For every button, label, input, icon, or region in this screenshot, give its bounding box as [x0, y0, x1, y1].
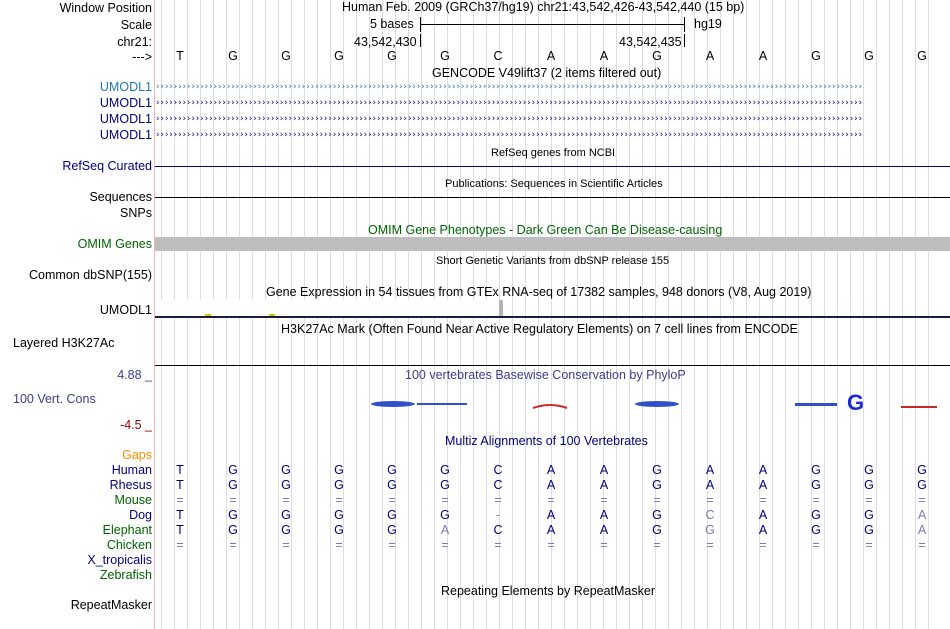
gridline — [837, 0, 838, 629]
reference-base: G — [440, 49, 450, 63]
gridline — [642, 0, 643, 629]
alignment-base: A — [546, 478, 556, 492]
alignment-base: G — [228, 463, 238, 477]
sequences-label[interactable]: Sequences — [89, 190, 152, 204]
snps-label[interactable]: SNPs — [120, 206, 152, 220]
alignment-base: A — [917, 508, 927, 522]
alignment-base: = — [282, 538, 290, 552]
alignment-base: G — [864, 508, 874, 522]
window-position-label: Window Position — [59, 1, 152, 15]
alignment-base: = — [229, 493, 237, 507]
gridline — [616, 0, 617, 629]
gencode-label-3[interactable]: UMODL1 — [99, 112, 152, 126]
omim-title: OMIM Gene Phenotypes - Dark Green Can Be Disease-causing — [368, 223, 723, 237]
reference-base: G — [281, 49, 291, 63]
alignment-base: G — [652, 523, 662, 537]
dbsnp-label[interactable]: Common dbSNP(155) — [29, 268, 152, 282]
gridline — [525, 0, 526, 629]
reference-base: C — [493, 49, 503, 63]
alignment-base: = — [918, 493, 926, 507]
gridline — [889, 0, 890, 629]
gridline — [538, 0, 539, 629]
alignment-base: - — [495, 508, 501, 522]
h3k27ac-label[interactable]: Layered H3K27Ac — [13, 336, 115, 350]
alignment-base: A — [546, 463, 556, 477]
reference-base: A — [599, 49, 609, 63]
alignment-base: A — [546, 508, 556, 522]
gridline — [850, 0, 851, 629]
alignment-base: = — [865, 538, 873, 552]
gencode-label-2[interactable]: UMODL1 — [99, 96, 152, 110]
refseq-label[interactable]: RefSeq Curated — [62, 159, 152, 173]
cons-title: 100 vertebrates Basewise Conservation by PhyloP — [405, 368, 686, 382]
alignment-base: A — [546, 523, 556, 537]
alignment-base: A — [705, 478, 715, 492]
alignment-base: = — [229, 538, 237, 552]
gridline — [577, 0, 578, 629]
scale-value: 5 bases — [370, 17, 414, 31]
alignment-base: G — [811, 508, 821, 522]
alignment-base: G — [228, 478, 238, 492]
alignment-base: G — [917, 463, 927, 477]
alignment-base: G — [864, 523, 874, 537]
alignment-base: A — [705, 463, 715, 477]
alignment-base: = — [653, 538, 661, 552]
alignment-base: = — [388, 493, 396, 507]
gtex-yellow-mark — [205, 314, 211, 316]
track-panel[interactable] — [155, 0, 950, 629]
alignment-base: C — [493, 523, 503, 537]
scale-bar — [421, 24, 685, 25]
species-label-human: Human — [111, 463, 152, 477]
alignment-base: G — [228, 508, 238, 522]
reference-base: G — [387, 49, 397, 63]
gridline — [746, 0, 747, 629]
alignment-base: G — [387, 478, 397, 492]
track-labels — [0, 0, 154, 629]
species-label-xtropicalis: X_tropicalis — [87, 553, 152, 567]
species-label-rhesus: Rhesus — [109, 478, 152, 492]
h3k27ac-title: H3K27Ac Mark (Often Found Near Active Regulatory Elements) on 7 cell lines from ENCODE — [281, 322, 798, 336]
alignment-base: = — [335, 538, 343, 552]
scale-label: Scale — [120, 18, 152, 32]
alignment-base: = — [653, 493, 661, 507]
multiz-title: Multiz Alignments of 100 Vertebrates — [445, 434, 648, 448]
gencode-gene-2[interactable]: ›››››››››››››››››››››››››››››››››››››››››››››››››››››››››››››››››››››››››››››››››››››››››››››››››››››››››››››››››››››››››››››››››››››››››››››››››››››››››››››››› — [155, 98, 862, 108]
alignment-base: G — [652, 508, 662, 522]
alignment-base: A — [758, 478, 768, 492]
omim-gene-bar[interactable] — [155, 237, 950, 251]
alignment-base: G — [387, 523, 397, 537]
cons-label[interactable]: 100 Vert. Cons — [13, 392, 96, 406]
position-right-tick — [684, 34, 685, 47]
alignment-base: C — [705, 508, 715, 522]
alignment-base: A — [758, 508, 768, 522]
alignment-base: T — [176, 523, 184, 537]
reference-base: G — [652, 49, 662, 63]
alignment-base: G — [334, 508, 344, 522]
alignment-base: G — [281, 523, 291, 537]
alignment-base: G — [864, 478, 874, 492]
reference-base: G — [864, 49, 874, 63]
alignment-base: = — [865, 493, 873, 507]
alignment-base: = — [812, 493, 820, 507]
refseq-gene-line[interactable] — [155, 166, 950, 167]
alignment-base: G — [281, 508, 291, 522]
alignment-base: G — [387, 463, 397, 477]
omim-label[interactable]: OMIM Genes — [77, 237, 152, 251]
gridline — [590, 0, 591, 629]
species-label-mouse: Mouse — [114, 493, 152, 507]
alignment-base: A — [758, 463, 768, 477]
gencode-gene-3[interactable]: ›››››››››››››››››››››››››››››››››››››››››››››››››››››››››››››››››››››››››››››››››››››››››››››››››››››››››››››››››››››››››››››››››››››››››››››››››››››››››››››››› — [155, 114, 862, 124]
alignment-base: = — [600, 538, 608, 552]
species-label-dog: Dog — [129, 508, 152, 522]
gtex-gray-bar — [499, 300, 503, 316]
alignment-base: G — [811, 523, 821, 537]
repeatmasker-label[interactable]: RepeatMasker — [70, 598, 152, 612]
alignment-base: G — [705, 523, 715, 537]
window-position-value: Human Feb. 2009 (GRCh37/hg19) chr21:43,542,426-43,542,440 (15 bp) — [342, 0, 745, 14]
gridline — [512, 0, 513, 629]
alignment-base: = — [918, 538, 926, 552]
gridline — [785, 0, 786, 629]
scale-bar-right-tick — [684, 17, 685, 32]
alignment-base: T — [176, 508, 184, 522]
alignment-base: = — [494, 493, 502, 507]
alignment-base: = — [388, 538, 396, 552]
alignment-base: G — [334, 463, 344, 477]
alignment-base: G — [440, 463, 450, 477]
alignment-base: G — [440, 508, 450, 522]
alignment-base: G — [652, 463, 662, 477]
gridline — [798, 0, 799, 629]
alignment-base: = — [282, 493, 290, 507]
gridline — [720, 0, 721, 629]
alignment-base: = — [441, 538, 449, 552]
alignment-base: = — [494, 538, 502, 552]
alignment-base: A — [599, 523, 609, 537]
dbsnp-title: Short Genetic Variants from dbSNP release 155 — [436, 255, 670, 267]
reference-base: A — [546, 49, 556, 63]
alignment-base: G — [917, 478, 927, 492]
alignment-base: = — [176, 493, 184, 507]
alignment-base: = — [600, 493, 608, 507]
alignment-base: G — [864, 463, 874, 477]
gencode-gene-1[interactable]: ›››››››››››››››››››››››››››››››››››››››››››››››››››››››››››››››››››››››››››››››››››››››››››››››››››››››››››››››››››››››››››››››››››››››››››››››››››››››››››››››› — [155, 82, 862, 92]
alignment-base: G — [334, 478, 344, 492]
alignment-base: C — [493, 463, 503, 477]
alignment-base: = — [706, 493, 714, 507]
alignment-base: = — [812, 538, 820, 552]
assembly-label: hg19 — [694, 17, 722, 31]
alignment-base: A — [758, 523, 768, 537]
alignment-base: G — [811, 463, 821, 477]
gencode-gene-4[interactable]: ›››››››››››››››››››››››››››››››››››››››››››››››››››››››››››››››››››››››››››››››››››››››››››››››››››››››››››››››››››››››››››››››››››››››››››››››››››››››››››››››› — [155, 130, 862, 140]
gtex-label[interactable]: UMODL1 — [99, 303, 152, 317]
gridline — [681, 0, 682, 629]
alignment-base: A — [599, 508, 609, 522]
alignment-base: G — [387, 508, 397, 522]
alignment-base: = — [547, 538, 555, 552]
repeatmasker-title: Repeating Elements by RepeatMasker — [441, 584, 656, 598]
gridline — [694, 0, 695, 629]
alignment-base: = — [176, 538, 184, 552]
alignment-base: = — [547, 493, 555, 507]
alignment-base: = — [441, 493, 449, 507]
alignment-base: = — [759, 493, 767, 507]
alignment-base: G — [281, 478, 291, 492]
scale-bar-left-tick — [420, 17, 421, 32]
gaps-label: Gaps — [122, 448, 152, 462]
alignment-base: T — [176, 463, 184, 477]
gtex-title: Gene Expression in 54 tissues from GTEx RNA-seq of 17382 samples, 948 donors (V8, Aug 2019) — [266, 285, 812, 299]
position-left-tick — [420, 34, 421, 47]
h3k27ac-baseline — [155, 365, 950, 366]
position-right: 43,542,435 — [619, 35, 682, 49]
gencode-title: GENCODE V49lift37 (2 items filtered out) — [432, 66, 662, 80]
cons-max-label: 4.88 _ — [117, 368, 152, 382]
alignment-base: G — [228, 523, 238, 537]
gencode-label-4[interactable]: UMODL1 — [99, 128, 152, 142]
reference-base: G — [811, 49, 821, 63]
alignment-base: = — [706, 538, 714, 552]
reference-base: G — [917, 49, 927, 63]
position-left: 43,542,430 — [354, 35, 417, 49]
svg-text:G: G — [847, 390, 865, 415]
reference-base: G — [228, 49, 238, 63]
alignment-base: G — [440, 478, 450, 492]
species-label-elephant: Elephant — [102, 523, 152, 537]
species-label-zebrafish: Zebrafish — [99, 568, 152, 582]
alignment-base: G — [334, 523, 344, 537]
gencode-label-1[interactable]: UMODL1 — [99, 80, 152, 94]
gridline — [629, 0, 630, 629]
alignment-base: G — [281, 463, 291, 477]
sequences-line[interactable] — [155, 197, 950, 198]
publications-title: Publications: Sequences in Scientific Articles — [445, 178, 663, 190]
cons-logo — [155, 390, 950, 420]
gridline — [668, 0, 669, 629]
reference-base: T — [176, 49, 184, 63]
gtex-baseline — [155, 316, 950, 318]
gridline — [733, 0, 734, 629]
alignment-base: G — [811, 478, 821, 492]
alignment-base: T — [176, 478, 184, 492]
alignment-base: = — [335, 493, 343, 507]
alignment-base: A — [440, 523, 450, 537]
gridline — [902, 0, 903, 629]
reference-base: A — [705, 49, 715, 63]
refseq-title: RefSeq genes from NCBI — [491, 147, 616, 159]
gtex-yellow-mark-2 — [269, 314, 275, 316]
alignment-base: A — [599, 478, 609, 492]
reference-base: G — [334, 49, 344, 63]
gridline — [564, 0, 565, 629]
strand-label: ---> — [132, 50, 152, 64]
species-label-chicken: Chicken — [106, 538, 152, 552]
alignment-base: G — [652, 478, 662, 492]
reference-base: A — [758, 49, 768, 63]
chrom-label: chr21: — [117, 35, 152, 49]
cons-min-label: -4.5 _ — [120, 418, 152, 432]
alignment-base: A — [917, 523, 927, 537]
alignment-base: A — [599, 463, 609, 477]
alignment-base: = — [759, 538, 767, 552]
alignment-base: C — [493, 478, 503, 492]
